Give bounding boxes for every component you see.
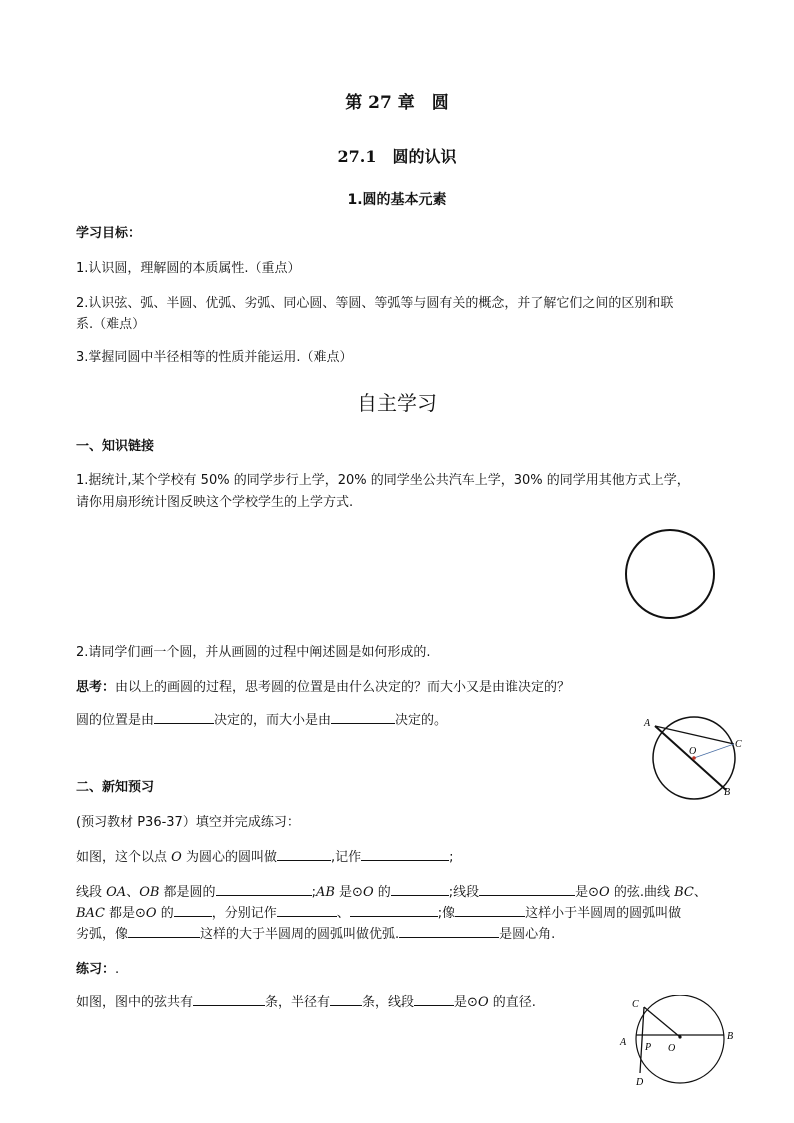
circle-diameter-figure	[614, 995, 764, 1090]
label-c: C	[632, 999, 639, 1010]
blank[interactable]	[193, 993, 265, 1006]
blank[interactable]	[277, 904, 337, 917]
blank[interactable]	[277, 848, 331, 861]
preview-instruction: (预习教材 P36-37）填空并完成练习：	[76, 815, 300, 830]
blank[interactable]	[174, 904, 212, 917]
blank[interactable]	[361, 848, 449, 861]
think-label: 思考：	[76, 680, 116, 695]
label-c: C	[735, 739, 742, 750]
blank[interactable]	[479, 883, 575, 896]
blank[interactable]	[216, 883, 312, 896]
question-1-line2: 请你用扇形统计图反映这个学校学生的上学方式.	[76, 495, 354, 510]
label-b: B	[727, 1031, 734, 1042]
part1-heading: 一、知识链接	[76, 439, 155, 454]
chapter-title: 第 27 章 圆	[345, 93, 449, 113]
blank[interactable]	[154, 711, 214, 724]
think-line	[76, 676, 570, 695]
label-p: P	[645, 1042, 652, 1053]
fill-line-2: 线段 OA、OB 都是圆的 ;AB 是⊙O 的 ;线段 是⊙O 的弦.曲线 BC、	[76, 885, 707, 900]
label-a: A	[620, 1037, 627, 1048]
goal-item: 系.（难点）	[76, 317, 146, 332]
self-study-title: 自主学习	[357, 391, 437, 415]
label-o: O	[689, 746, 697, 757]
fill-line-3: BAC 都是⊙O 的 ，分别记作 、 ;像 这样小于半圆周的圆弧叫做	[76, 906, 682, 921]
label-b: B	[724, 787, 731, 798]
blank[interactable]	[128, 925, 200, 938]
blank[interactable]	[391, 883, 449, 896]
practice-question: 如图，图中的弦共有 条，半径有 条，线段 是⊙O 的直径.	[76, 995, 536, 1010]
blank[interactable]	[330, 993, 362, 1006]
circle-figure	[622, 528, 722, 624]
fill-line-4: 劣弧，像 这样的大于半圆周的圆弧叫做优弧. 是圆心角.	[76, 927, 556, 942]
blank[interactable]	[414, 993, 454, 1006]
blank[interactable]	[455, 904, 525, 917]
question-2: 2.请同学们画一个圆，并从画圆的过程中阐述圆是如何形成的.	[76, 645, 431, 660]
question-1-line1: 1.据统计,某个学校有 50% 的同学步行上学，20% 的同学坐公共汽车上学，30% 的同学用其他方式上学，	[76, 473, 690, 488]
part2-heading: 二、新知预习	[76, 780, 155, 795]
blank[interactable]	[331, 711, 395, 724]
subsection-title: 1.圆的基本元素	[347, 192, 447, 208]
blank[interactable]	[399, 925, 499, 938]
label-a: A	[644, 718, 651, 729]
label-d: D	[636, 1077, 644, 1088]
blank[interactable]	[350, 904, 438, 917]
section-title: 27.1 圆的认识	[337, 147, 457, 166]
goal-item: 3.掌握同圆中半径相等的性质并能运用.（难点）	[76, 350, 353, 365]
think-text: 由以上的画圆的过程，思考圆的位置是由什么决定的？而大小又是由谁决定的？	[115, 680, 571, 695]
practice-heading: 练习：.	[76, 962, 120, 977]
circle-chord-figure	[640, 714, 760, 804]
goal-item: 1.认识圆，理解圆的本质属性.（重点）	[76, 261, 301, 276]
label-o: O	[668, 1043, 676, 1054]
goals-heading: 学习目标：	[76, 226, 142, 241]
fill-line-1: 如图，这个以点 O 为圆心的圆叫做 ,记作 ;	[76, 850, 454, 865]
position-size-fill: 圆的位置是由 决定的，而大小是由 决定的。	[76, 713, 448, 728]
goal-item: 2.认识弦、弧、半圆、优弧、劣弧、同心圆、等圆、等弧等与圆有关的概念，并了解它们之间的区别和联	[76, 296, 674, 311]
